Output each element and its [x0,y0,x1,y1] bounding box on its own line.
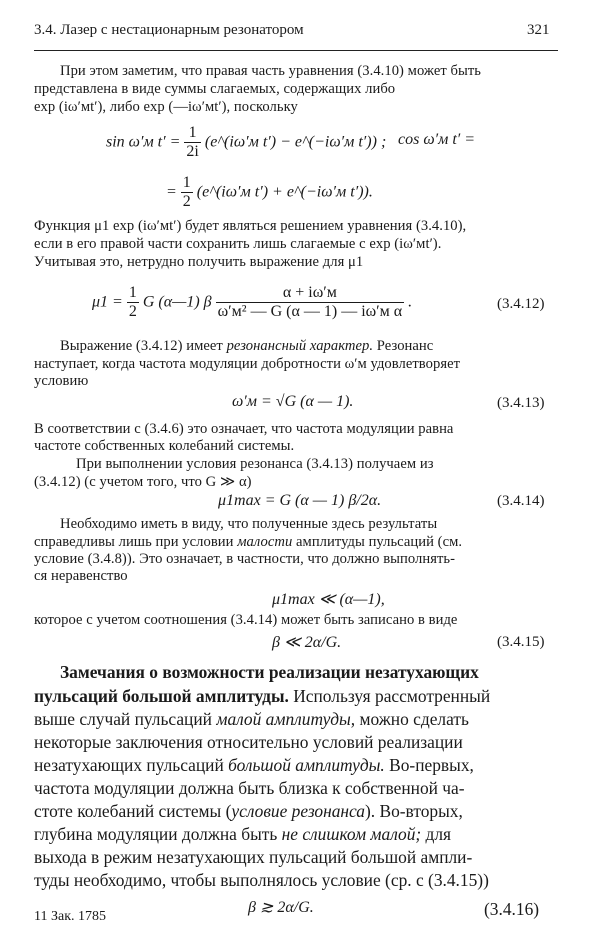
running-header: 3.4. Лазер с нестационарным резонатором [34,22,304,38]
equation-sin [106,124,386,162]
page-number: 321 [527,22,550,38]
text-span: справедливы лишь при условии [34,534,238,550]
eq12-fraction [216,284,405,322]
text-line: При этом заметим, что правая часть уравнения (3.4.10) может быть [60,63,481,79]
equation-number: (3.4.15) [497,634,545,650]
italic-term: условие резонанса [231,801,365,821]
text-line: наступает, когда частота модуляции добротности ω′м удовлетворяет [34,356,461,372]
printer-signature: 11 Зак. 1785 [34,909,107,924]
text-line: условию [34,373,89,389]
text-line: Необходимо иметь в виду, что полученные здесь результаты [60,516,438,532]
equation-3-4-15: β ≪ 2α/G. [272,634,342,651]
text-line: Учитывая это, нетрудно получить выражение для μ1 [34,254,364,270]
text-line: При выполнении условия резонанса (3.4.13) получаем из [76,456,434,472]
text-line [34,534,462,551]
text-line [34,709,469,730]
text-line: ся неравенство [34,568,128,584]
eq-sin-numerator: 1 [184,124,200,143]
header-rule [34,50,558,51]
equation-number: (3.4.14) [497,493,545,509]
text-line: которое с учетом соотношения (3.4.14) может быть записано в виде [34,612,458,628]
text-span: Резонанс [373,338,434,354]
text-line [34,824,451,845]
eq-cos-fraction [181,174,193,212]
text-line: представлена в виде суммы слагаемых, содержащих либо [34,81,396,97]
text-line: туды необходимо, чтобы выполнялось условие (ср. с (3.4.15)) [34,870,489,890]
equation-cos [166,174,373,212]
eq-sin-fraction [184,124,200,162]
italic-term: малости [237,534,293,550]
eq-sin-denominator: 2i [186,143,199,161]
italic-term: большой амплитуды. [228,755,385,775]
equation-3-4-14: μ1max = G (α — 1) β/2α. [218,492,382,509]
equation-3-4-16: β ≳ 2α/G. [248,899,314,916]
eq12-period: . [408,293,413,311]
remark-heading [60,662,479,683]
equation-number: (3.4.16) [484,899,540,919]
text-span: для [421,824,452,844]
text-line: Функция μ1 exp (iω′мt′) будет являться решением уравнения (3.4.10), [34,218,467,234]
text-line [60,338,433,355]
eq12-half-denominator: 2 [128,303,137,321]
eq12-middle: G (α—1) β [142,293,212,311]
text-line [34,686,490,707]
text-line: условие (3.4.8)). Это означает, в частности, что должно выполнять- [34,551,456,567]
italic-term: резонансный характер. [226,338,374,354]
eq-sin-rhs: (e^(iω′м t′) − e^(−iω′м t′)) ; [204,133,387,151]
text-line: В соответствии с (3.4.6) это означает, что частота модуляции равна [34,421,454,437]
text-span: стоте колебаний системы ( [34,801,232,821]
eq12-lhs: μ1 = [92,293,123,311]
eq12-half-numerator: 1 [127,284,139,303]
text-line: частоте собственных колебаний системы. [34,438,295,454]
eq-cos-denominator: 2 [182,193,191,211]
text-span: Выражение (3.4.12) имеет [60,338,227,354]
text-span: выше случай пульсаций [34,709,217,729]
text-line: некоторые заключения относительно условий реализации [34,732,463,752]
text-span: Во-первых, [384,755,474,775]
text-span: можно сделать [355,709,469,729]
italic-term: не слишком малой; [281,824,422,844]
text-span: ). Во-вторых, [364,801,463,821]
eq-cos-numerator: 1 [181,174,193,193]
eq-sin-lhs: sin ω′м t′ = [106,133,181,151]
text-line: выхода в режим незатухающих пульсаций большой ампли- [34,847,473,867]
equation-number: (3.4.12) [497,296,545,312]
text-line [34,755,474,776]
equation-3-4-13: ω′м = √G (α — 1). [232,393,354,410]
equation-3-4-12 [92,284,412,322]
text-span: незатухающих пульсаций [34,755,229,775]
text-line: частота модуляции должна быть близка к собственной ча- [34,778,465,798]
eq12-numerator: α + iω′м [216,284,405,303]
text-span: амплитуды пульсаций (см. [292,534,463,550]
eq12-denominator: ω′м² — G (α — 1) — iω′м α [217,303,403,321]
bold-heading: Замечания о возможности реализации незатухающих [60,662,479,682]
text-span: глубина модуляции должна быть [34,824,282,844]
text-span: Используя рассмотренный [288,686,491,706]
eq-cos-equals: = [166,183,177,201]
equation-number: (3.4.13) [497,395,545,411]
text-line: (3.4.12) (с учетом того, что G ≫ α) [34,474,252,490]
equation-cos-lhs: cos ω′м t′ = [398,131,476,148]
bold-heading: пульсаций большой амплитуды. [34,686,289,706]
text-line: exp (iω′мt′), либо exp (—iω′мt′), поскольку [34,99,298,115]
eq-cos-rhs: (e^(iω′м t′) + e^(−iω′м t′)). [196,183,373,201]
eq12-half [127,284,139,322]
text-line: если в его правой части сохранить лишь слагаемые с exp (iω′мt′). [34,236,442,252]
equation-inequality: μ1max ≪ (α—1), [272,591,385,608]
italic-term: малой амплитуды, [216,709,356,729]
text-line [34,801,463,822]
